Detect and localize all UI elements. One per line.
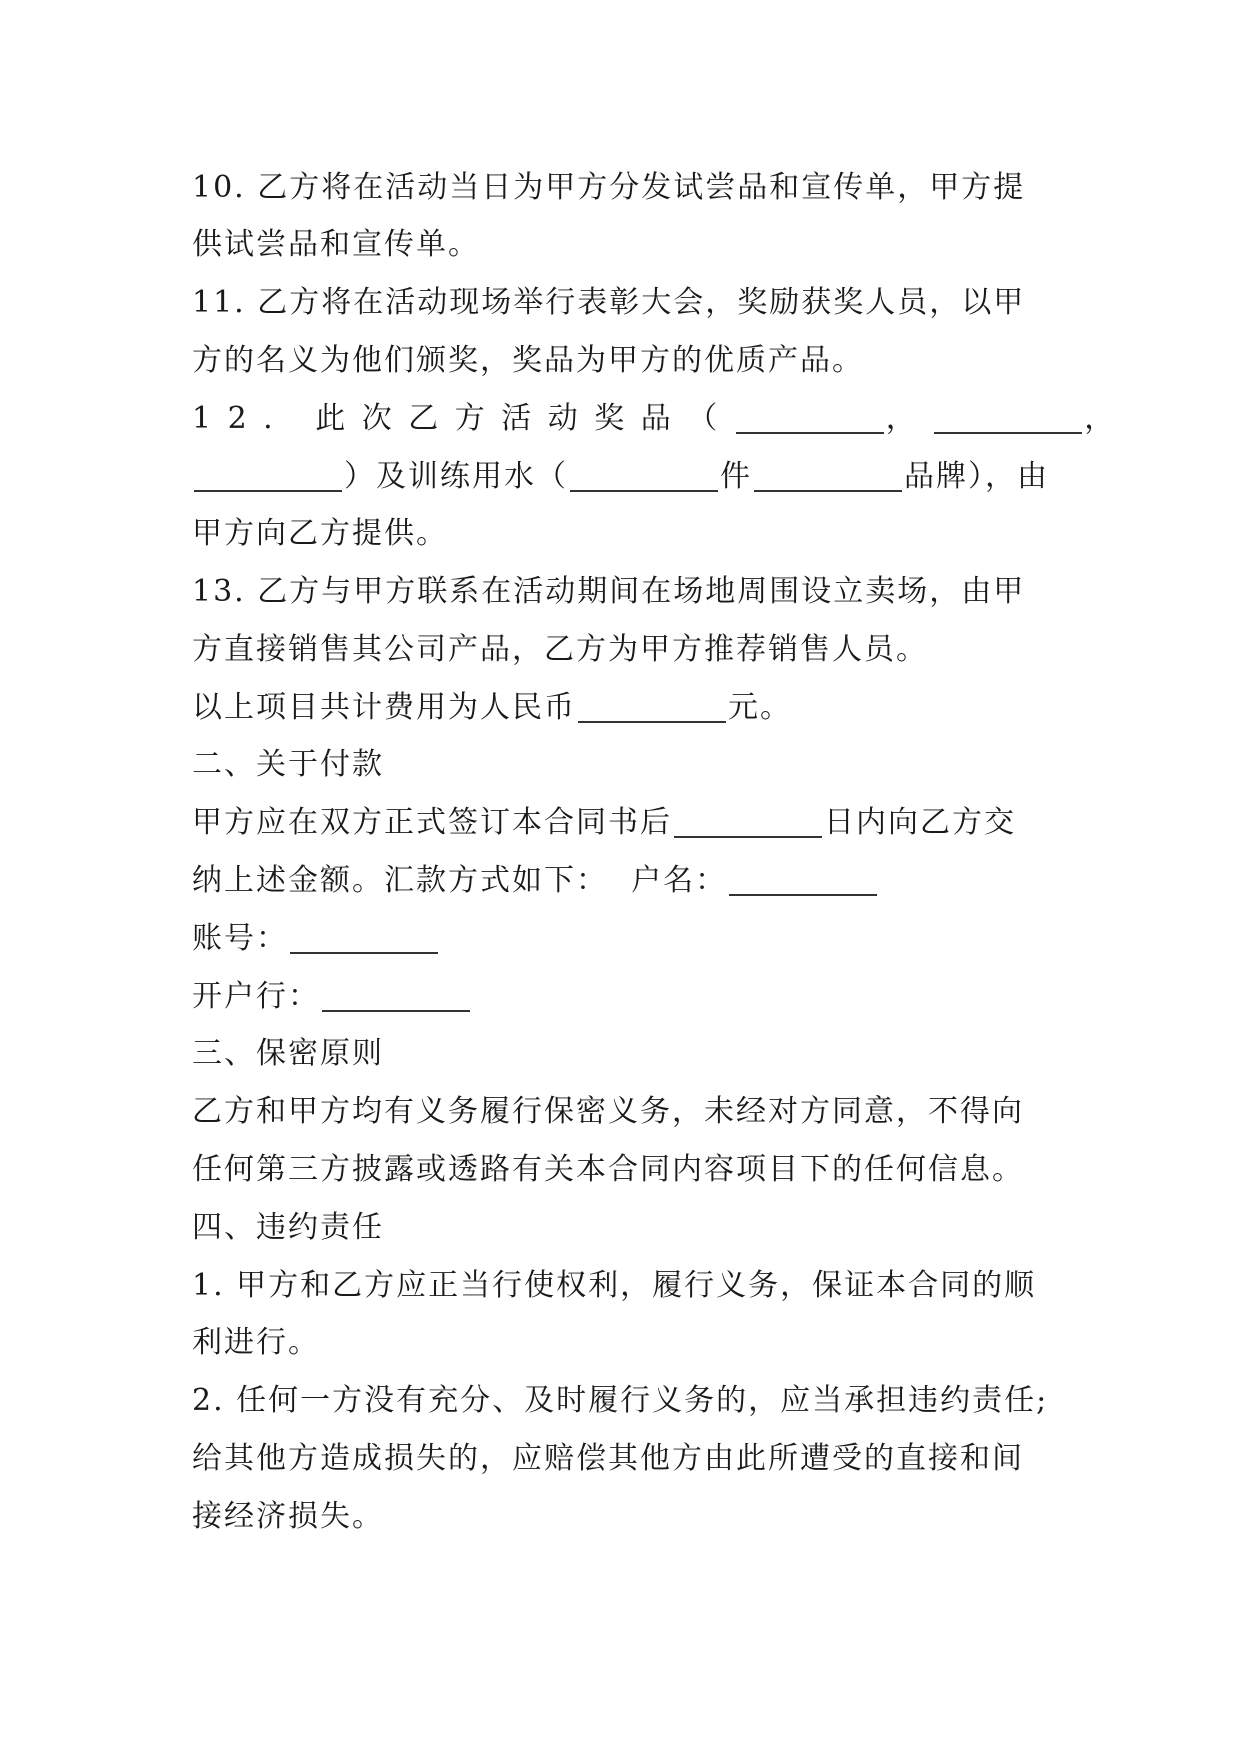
fill-blank[interactable] [578,693,726,723]
text: ， [1084,401,1117,436]
fill-blank[interactable] [194,462,342,492]
text: 任何第三方披露或透路有关本合同内容项目下的任何信息。 [192,1152,1024,1187]
text: 1. 甲方和乙方应正当行使权利，履行义务，保证本合同的顺 [192,1268,1037,1303]
text: 12. 此次乙方活动奖品（ [192,401,734,436]
paragraph-line [192,919,440,959]
fill-blank[interactable] [570,462,718,492]
fill-blank[interactable] [674,808,822,838]
text: 供试尝品和宣传单。 [192,227,480,262]
text: 二、关于付款 [192,747,384,782]
text: 2. 任何一方没有充分、及时履行义务的，应当承担违约责任; [192,1383,1049,1418]
fill-blank[interactable] [754,462,902,492]
text: 以上项目共计费用为人民币 [192,690,576,725]
paragraph-line [192,514,448,554]
text: 纳上述金额。汇款方式如下： 户名： [192,863,728,898]
paragraph-line [192,168,1025,208]
paragraph-line [192,803,1016,843]
text: 件 [720,459,752,494]
text: ， [885,401,933,436]
text: 11. 乙方将在活动现场举行表彰大会，奖励获奖人员，以甲 [192,285,1026,320]
text: 乙方和甲方均有义务履行保密义务，未经对方同意，不得向 [192,1094,1024,1129]
paragraph-line [192,977,472,1017]
paragraph-line [192,1092,1024,1132]
text: 三、保密原则 [192,1036,384,1071]
fill-blank[interactable] [322,982,470,1012]
paragraph-line [192,457,1049,497]
text: 日内向乙方交 [824,805,1016,840]
text: 甲方向乙方提供。 [192,516,448,551]
paragraph-line [192,399,1116,439]
paragraph-line [192,1381,1048,1421]
text: 给其他方造成损失的，应赔偿其他方由此所遭受的直接和间 [192,1441,1024,1476]
section-heading [192,745,384,785]
paragraph-line [192,861,879,901]
text: 10. 乙方将在活动当日为甲方分发试尝品和宣传单，甲方提 [192,170,1026,205]
text: 方的名义为他们颁奖，奖品为甲方的优质产品。 [192,343,864,378]
paragraph-line [192,1150,1024,1190]
paragraph-line [192,572,1025,612]
text: 元。 [728,690,792,725]
text: 13. 乙方与甲方联系在活动期间在场地周围设立卖场，由甲 [192,574,1026,609]
paragraph-line [192,1439,1024,1479]
paragraph-line [192,341,864,381]
paragraph-line [192,1497,384,1537]
text: 开户行： [192,979,320,1014]
text: 接经济损失。 [192,1499,384,1534]
paragraph-line [192,283,1025,323]
section-heading [192,1034,384,1074]
fill-blank[interactable] [729,866,877,896]
text: 账号： [192,921,288,956]
fill-blank[interactable] [736,404,884,434]
paragraph-line [192,630,928,670]
text: 方直接销售其公司产品，乙方为甲方推荐销售人员。 [192,632,928,667]
fill-blank[interactable] [290,924,438,954]
text: 品牌），由 [904,459,1049,494]
text: 四、违约责任 [192,1210,384,1245]
fill-blank[interactable] [934,404,1082,434]
text: ）及训练用水（ [344,459,568,494]
text: 利进行。 [192,1325,320,1360]
paragraph-line [192,1266,1036,1306]
paragraph-line [192,688,792,728]
text: 甲方应在双方正式签订本合同书后 [192,805,672,840]
paragraph-line [192,1323,320,1363]
paragraph-line [192,225,480,265]
section-heading [192,1208,384,1248]
